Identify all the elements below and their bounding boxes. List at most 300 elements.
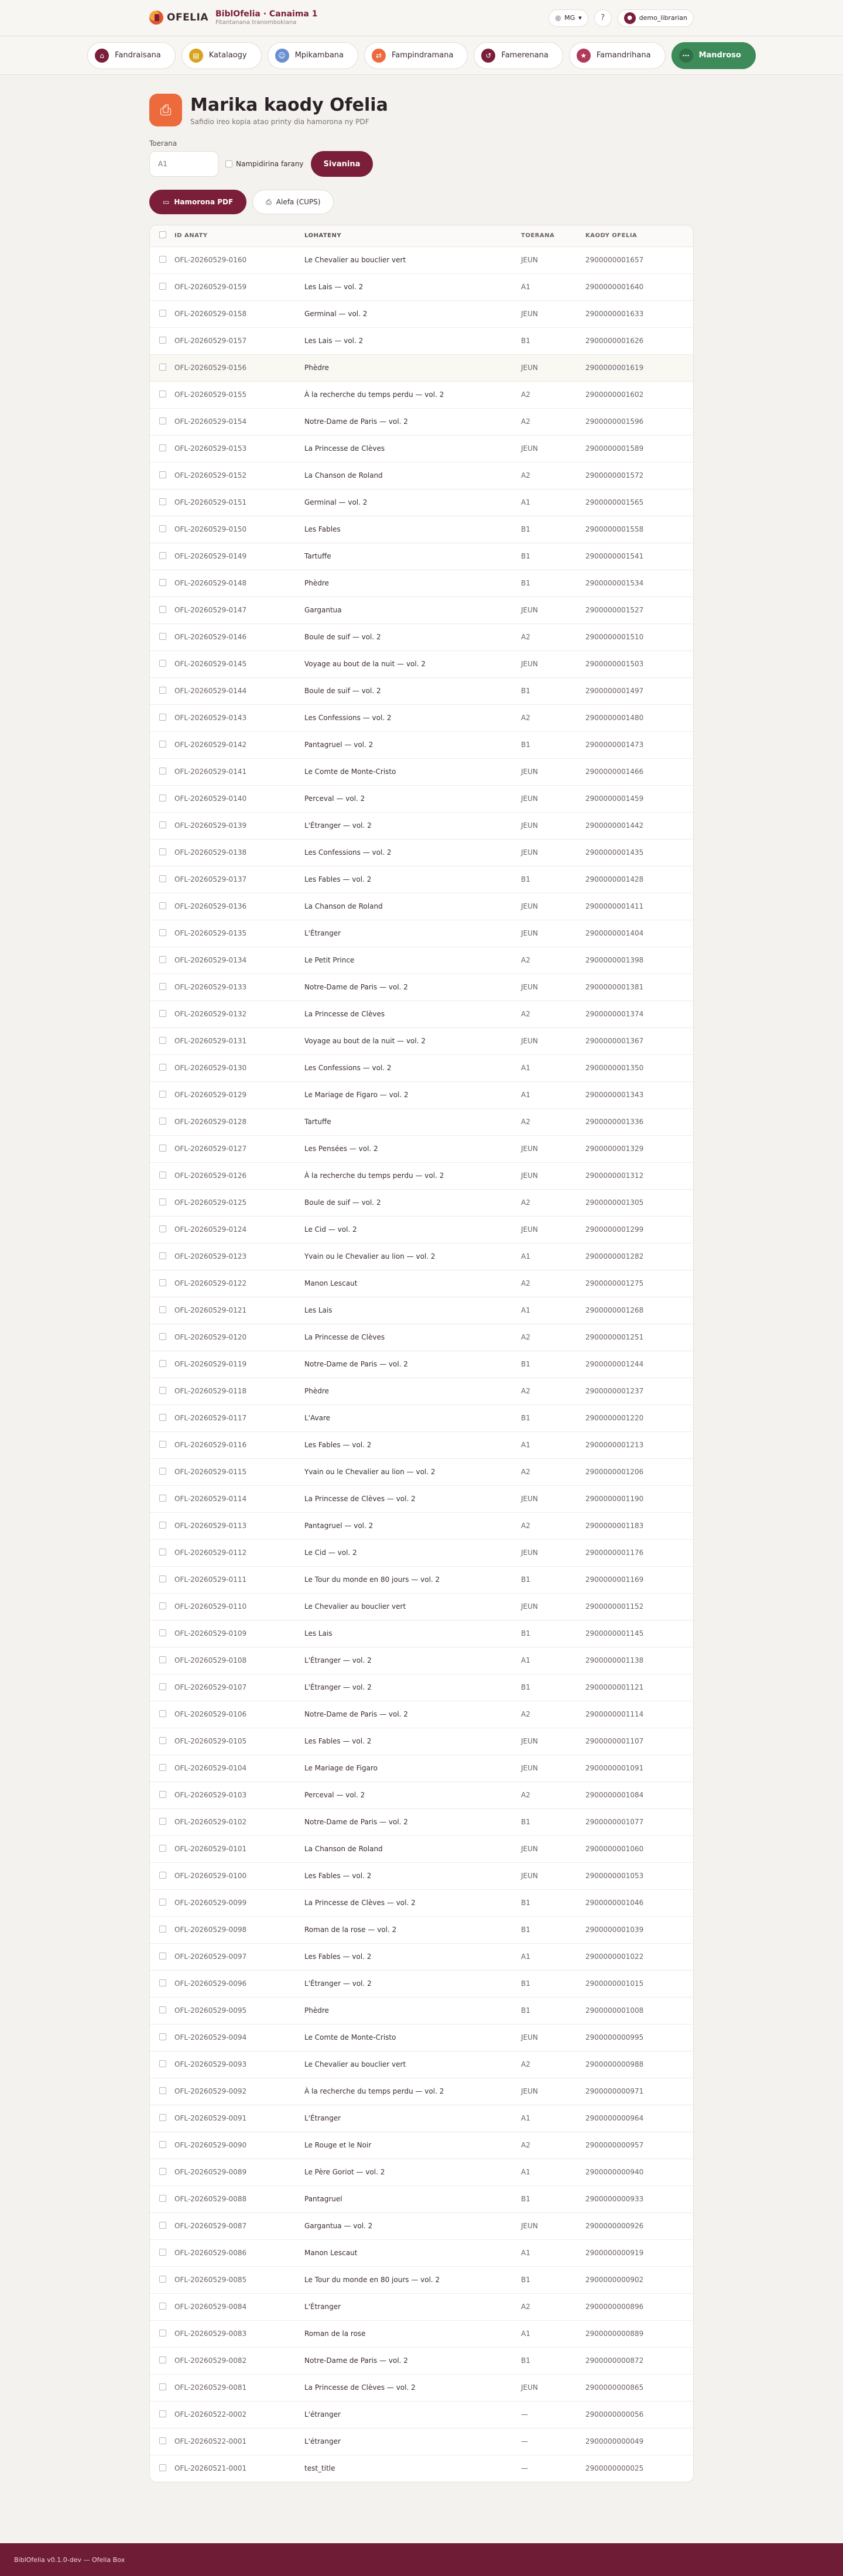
copy-location: JEUN [521, 893, 585, 920]
copy-id: OFL-20260529-0155 [174, 381, 304, 408]
row-select-cell [150, 2374, 174, 2401]
copy-location: B1 [521, 1674, 585, 1701]
copy-barcode: 2900000001398 [585, 947, 693, 974]
row-checkbox[interactable] [159, 2330, 166, 2337]
table-row[interactable] [150, 2159, 693, 2186]
language-selector[interactable] [549, 9, 588, 27]
table-row[interactable] [150, 1755, 693, 1782]
copy-title: Phèdre [304, 570, 521, 597]
copy-barcode: 2900000001541 [585, 543, 693, 570]
row-checkbox[interactable] [159, 768, 166, 775]
nav-item-4[interactable] [474, 42, 563, 69]
row-checkbox[interactable] [159, 2033, 166, 2040]
table-row[interactable] [150, 1297, 693, 1324]
table-row[interactable] [150, 489, 693, 516]
column-header-id: ID ANATY [174, 225, 304, 246]
table-row[interactable] [150, 381, 693, 408]
copy-location: JEUN [521, 354, 585, 381]
table-row[interactable] [150, 354, 693, 381]
copy-location: B1 [521, 731, 585, 758]
row-checkbox[interactable] [159, 2276, 166, 2283]
copy-title: La Princesse de Clèves [304, 1001, 521, 1027]
row-checkbox[interactable] [159, 2356, 166, 2363]
row-checkbox[interactable] [159, 552, 166, 559]
table-row[interactable] [150, 1270, 693, 1297]
table-row[interactable] [150, 2024, 693, 2051]
row-checkbox[interactable] [159, 1683, 166, 1690]
row-checkbox[interactable] [159, 2114, 166, 2121]
table-row[interactable] [150, 866, 693, 893]
copy-location: B1 [521, 1808, 585, 1835]
book-icon: ▤ [189, 49, 203, 63]
copy-title: Le Comte de Monte-Cristo [304, 758, 521, 785]
row-checkbox[interactable] [159, 1629, 166, 1636]
row-checkbox[interactable] [159, 1549, 166, 1556]
row-checkbox[interactable] [159, 1091, 166, 1098]
select-all-cell [150, 225, 174, 246]
copy-title: Le Tour du monde en 80 jours — vol. 2 [304, 1566, 521, 1593]
table-row[interactable] [150, 1378, 693, 1405]
row-select-cell [150, 1324, 174, 1351]
table-row[interactable] [150, 1135, 693, 1162]
users-icon: ☺ [275, 49, 289, 63]
copy-title: Tartuffe [304, 1108, 521, 1135]
row-checkbox[interactable] [159, 2383, 166, 2390]
row-checkbox[interactable] [159, 741, 166, 748]
row-select-cell [150, 2051, 174, 2078]
select-all-checkbox[interactable] [159, 231, 166, 238]
table-row[interactable] [150, 1458, 693, 1485]
table-row[interactable] [150, 1027, 693, 1054]
row-select-cell [150, 704, 174, 731]
table-row[interactable] [150, 570, 693, 597]
table-row[interactable] [150, 677, 693, 704]
copy-id: OFL-20260529-0098 [174, 1916, 304, 1943]
row-select-cell [150, 2024, 174, 2051]
table-row[interactable] [150, 1108, 693, 1135]
tab-0[interactable] [149, 190, 246, 214]
nav-item-label: Fampindramana [392, 51, 454, 60]
row-checkbox[interactable] [159, 1306, 166, 1313]
table-row[interactable] [150, 1162, 693, 1189]
table-row[interactable] [150, 516, 693, 543]
location-filter-label: Toerana [149, 139, 177, 148]
row-checkbox[interactable] [159, 2195, 166, 2202]
table-row[interactable] [150, 2078, 693, 2105]
copy-id: OFL-20260529-0156 [174, 354, 304, 381]
row-select-cell [150, 2320, 174, 2347]
row-checkbox[interactable] [159, 1225, 166, 1232]
copy-location: JEUN [521, 758, 585, 785]
copy-barcode: 2900000001077 [585, 1808, 693, 1835]
table-row[interactable] [150, 327, 693, 354]
row-checkbox[interactable] [159, 390, 166, 398]
copy-id: OFL-20260529-0131 [174, 1027, 304, 1054]
table-row[interactable] [150, 893, 693, 920]
copy-barcode: 2900000001060 [585, 1835, 693, 1862]
table-row[interactable] [150, 2293, 693, 2320]
table-row[interactable] [150, 1970, 693, 1997]
row-checkbox[interactable] [159, 2006, 166, 2013]
copy-title: Boule de suif — vol. 2 [304, 677, 521, 704]
table-row[interactable] [150, 2212, 693, 2239]
row-checkbox[interactable] [159, 525, 166, 532]
row-checkbox[interactable] [159, 606, 166, 613]
row-checkbox[interactable] [159, 983, 166, 990]
copy-id: OFL-20260529-0145 [174, 650, 304, 677]
row-select-cell [150, 2266, 174, 2293]
table-row[interactable] [150, 1243, 693, 1270]
copy-barcode: 2900000001237 [585, 1378, 693, 1405]
row-checkbox[interactable] [159, 1575, 166, 1582]
table-row[interactable] [150, 246, 693, 273]
table-row[interactable] [150, 435, 693, 462]
copy-barcode: 2900000000056 [585, 2401, 693, 2428]
copy-location: JEUN [521, 1862, 585, 1889]
table-row[interactable] [150, 2320, 693, 2347]
nav-item-2[interactable] [268, 42, 358, 69]
row-checkbox[interactable] [159, 660, 166, 667]
help-button[interactable] [594, 9, 612, 27]
row-checkbox[interactable] [159, 1279, 166, 1286]
copy-barcode: 2900000001176 [585, 1539, 693, 1566]
row-checkbox[interactable] [159, 2168, 166, 2175]
row-checkbox[interactable] [159, 1979, 166, 1986]
row-checkbox[interactable] [159, 1495, 166, 1502]
copy-barcode: 2900000001640 [585, 273, 693, 300]
table-row[interactable] [150, 947, 693, 974]
footer-text: BiblOfelia v0.1.0-dev — Ofelia Box [14, 2556, 125, 2564]
row-checkbox[interactable] [159, 1710, 166, 1717]
table-row[interactable] [150, 650, 693, 677]
row-checkbox[interactable] [159, 283, 166, 290]
table-row[interactable] [150, 624, 693, 650]
row-checkbox[interactable] [159, 471, 166, 478]
row-checkbox[interactable] [159, 444, 166, 451]
table-row[interactable] [150, 1674, 693, 1701]
copy-location: A2 [521, 1458, 585, 1485]
row-checkbox[interactable] [159, 579, 166, 586]
row-select-cell [150, 1943, 174, 1970]
row-checkbox[interactable] [159, 2410, 166, 2417]
row-checkbox[interactable] [159, 256, 166, 263]
nav-item-5[interactable] [569, 42, 666, 69]
row-checkbox[interactable] [159, 2141, 166, 2148]
copy-id: OFL-20260529-0117 [174, 1405, 304, 1431]
recent-checkbox-label: Nampidirina farany [236, 160, 304, 168]
copy-barcode: 2900000001411 [585, 893, 693, 920]
copy-barcode: 2900000001480 [585, 704, 693, 731]
filter-button[interactable]: Sivanina [311, 151, 373, 177]
copy-barcode: 2900000000889 [585, 2320, 693, 2347]
copy-barcode: 2900000001329 [585, 1135, 693, 1162]
row-select-cell [150, 1243, 174, 1270]
copy-id: OFL-20260529-0086 [174, 2239, 304, 2266]
table-row[interactable] [150, 1512, 693, 1539]
row-checkbox[interactable] [159, 2222, 166, 2229]
row-select-cell [150, 893, 174, 920]
table-row[interactable] [150, 2186, 693, 2212]
copy-title: Les Lais [304, 1620, 521, 1647]
row-checkbox[interactable] [159, 417, 166, 424]
row-checkbox[interactable] [159, 1791, 166, 1798]
copy-barcode: 2900000001497 [585, 677, 693, 704]
copy-id: OFL-20260529-0122 [174, 1270, 304, 1297]
copy-title: Voyage au bout de la nuit — vol. 2 [304, 1027, 521, 1054]
table-row[interactable] [150, 731, 693, 758]
table-row[interactable] [150, 2401, 693, 2428]
row-checkbox[interactable] [159, 1037, 166, 1044]
row-select-cell [150, 866, 174, 893]
copy-barcode: 2900000001350 [585, 1054, 693, 1081]
copy-title: L'étranger [304, 2401, 521, 2428]
row-checkbox[interactable] [159, 1602, 166, 1609]
copy-location: JEUN [521, 650, 585, 677]
row-checkbox[interactable] [159, 956, 166, 963]
user-menu[interactable] [618, 9, 694, 27]
table-row[interactable] [150, 1566, 693, 1593]
copy-title: Phèdre [304, 1997, 521, 2024]
table-row[interactable] [150, 1485, 693, 1512]
table-row[interactable] [150, 273, 693, 300]
row-checkbox[interactable] [159, 1145, 166, 1152]
table-row[interactable] [150, 1647, 693, 1674]
table-row[interactable] [150, 1001, 693, 1027]
row-checkbox[interactable] [159, 1198, 166, 1205]
row-checkbox[interactable] [159, 2087, 166, 2094]
row-checkbox[interactable] [159, 714, 166, 721]
table-row[interactable] [150, 597, 693, 624]
row-checkbox[interactable] [159, 633, 166, 640]
copy-location: B1 [521, 327, 585, 354]
copy-title: Les Fables [304, 516, 521, 543]
copy-id: OFL-20260529-0097 [174, 1943, 304, 1970]
row-checkbox[interactable] [159, 2464, 166, 2471]
row-select-cell [150, 1808, 174, 1835]
copy-id: OFL-20260529-0120 [174, 1324, 304, 1351]
copy-barcode: 2900000001428 [585, 866, 693, 893]
row-checkbox[interactable] [159, 794, 166, 801]
table-row[interactable] [150, 1997, 693, 2024]
row-checkbox[interactable] [159, 1737, 166, 1744]
row-select-cell [150, 327, 174, 354]
table-row[interactable] [150, 974, 693, 1001]
row-select-cell [150, 2428, 174, 2455]
copy-location: JEUN [521, 1593, 585, 1620]
table-row[interactable] [150, 462, 693, 489]
copy-title: Le Cid — vol. 2 [304, 1216, 521, 1243]
row-checkbox[interactable] [159, 498, 166, 505]
row-checkbox[interactable] [159, 1360, 166, 1367]
copy-barcode: 2900000001510 [585, 624, 693, 650]
row-checkbox[interactable] [159, 2437, 166, 2444]
copy-barcode: 2900000000902 [585, 2266, 693, 2293]
row-checkbox[interactable] [159, 2249, 166, 2256]
table-row[interactable] [150, 1620, 693, 1647]
row-checkbox[interactable] [159, 1010, 166, 1017]
table-row[interactable] [150, 1862, 693, 1889]
copy-id: OFL-20260529-0084 [174, 2293, 304, 2320]
table-row[interactable] [150, 1351, 693, 1378]
page-subtitle: Safidio ireo kopia atao printy dia hamorona ny PDF [190, 117, 369, 126]
table-row[interactable] [150, 2428, 693, 2455]
table-row[interactable] [150, 2266, 693, 2293]
table-row[interactable] [150, 2105, 693, 2132]
table-row[interactable] [150, 839, 693, 866]
row-checkbox[interactable] [159, 1926, 166, 1933]
row-checkbox[interactable] [159, 1656, 166, 1663]
copy-id: OFL-20260529-0118 [174, 1378, 304, 1405]
row-select-cell [150, 1862, 174, 1889]
table-row[interactable] [150, 1593, 693, 1620]
nav-item-0[interactable] [87, 42, 176, 69]
copy-id: OFL-20260529-0160 [174, 246, 304, 273]
copies-table [149, 225, 694, 2482]
copy-title: Gargantua — vol. 2 [304, 2212, 521, 2239]
table-row[interactable] [150, 300, 693, 327]
copy-location: JEUN [521, 785, 585, 812]
table-row[interactable] [150, 1701, 693, 1728]
logo [149, 11, 208, 25]
row-checkbox[interactable] [159, 1899, 166, 1906]
row-checkbox[interactable] [159, 687, 166, 694]
row-checkbox[interactable] [159, 1387, 166, 1394]
table-row[interactable] [150, 1782, 693, 1808]
copy-barcode: 2900000001374 [585, 1001, 693, 1027]
row-checkbox[interactable] [159, 875, 166, 882]
copy-location: A1 [521, 1297, 585, 1324]
row-checkbox[interactable] [159, 848, 166, 855]
copy-title: Les Confessions — vol. 2 [304, 1054, 521, 1081]
row-checkbox[interactable] [159, 1818, 166, 1825]
table-row[interactable] [150, 1189, 693, 1216]
table-row[interactable] [150, 543, 693, 570]
row-select-cell [150, 920, 174, 947]
brand[interactable] [149, 9, 317, 26]
copy-barcode: 2900000001381 [585, 974, 693, 1001]
copy-location: JEUN [521, 597, 585, 624]
table-row[interactable] [150, 1216, 693, 1243]
table-row[interactable] [150, 1054, 693, 1081]
row-checkbox[interactable] [159, 929, 166, 936]
table-row[interactable] [150, 1539, 693, 1566]
row-select-cell [150, 408, 174, 435]
copy-location: B1 [521, 2266, 585, 2293]
row-checkbox[interactable] [159, 2060, 166, 2067]
table-row[interactable] [150, 1081, 693, 1108]
recent-checkbox[interactable] [225, 160, 232, 167]
row-checkbox[interactable] [159, 364, 166, 371]
table-row[interactable] [150, 704, 693, 731]
table-row[interactable] [150, 408, 693, 435]
copy-id: OFL-20260529-0112 [174, 1539, 304, 1566]
copy-location: B1 [521, 1889, 585, 1916]
row-checkbox[interactable] [159, 337, 166, 344]
copy-barcode: 2900000000995 [585, 2024, 693, 2051]
row-checkbox[interactable] [159, 1952, 166, 1960]
row-checkbox[interactable] [159, 1064, 166, 1071]
copy-location: JEUN [521, 300, 585, 327]
row-checkbox[interactable] [159, 1414, 166, 1421]
table-row[interactable] [150, 758, 693, 785]
copy-title: Pantagruel — vol. 2 [304, 1512, 521, 1539]
nav-item-6[interactable] [671, 42, 756, 69]
row-select-cell [150, 1189, 174, 1216]
copy-id: OFL-20260529-0099 [174, 1889, 304, 1916]
table-header-row [150, 225, 693, 246]
table-row[interactable] [150, 1889, 693, 1916]
table-row[interactable] [150, 2132, 693, 2159]
table-row[interactable] [150, 1835, 693, 1862]
nav-item-3[interactable] [364, 42, 468, 69]
row-checkbox[interactable] [159, 1118, 166, 1125]
table-row[interactable] [150, 920, 693, 947]
row-select-cell [150, 1620, 174, 1647]
row-checkbox[interactable] [159, 902, 166, 909]
page-title: Marika kaody Ofelia [190, 94, 388, 115]
table-row[interactable] [150, 812, 693, 839]
row-checkbox[interactable] [159, 310, 166, 317]
row-select-cell [150, 1835, 174, 1862]
row-checkbox[interactable] [159, 1845, 166, 1852]
row-checkbox[interactable] [159, 1171, 166, 1179]
copy-location: A2 [521, 1378, 585, 1405]
table-row[interactable] [150, 2051, 693, 2078]
row-checkbox[interactable] [159, 1441, 166, 1448]
nav-item-1[interactable] [181, 42, 262, 69]
table-row[interactable] [150, 785, 693, 812]
row-checkbox[interactable] [159, 1522, 166, 1529]
copy-barcode: 2900000001107 [585, 1728, 693, 1755]
row-select-cell [150, 1485, 174, 1512]
tab-1[interactable] [252, 190, 334, 214]
table-row[interactable] [150, 2455, 693, 2482]
table-row[interactable] [150, 2347, 693, 2374]
row-checkbox[interactable] [159, 1468, 166, 1475]
row-select-cell [150, 489, 174, 516]
table-row[interactable] [150, 2374, 693, 2401]
copy-location: JEUN [521, 1539, 585, 1566]
copy-title: Phèdre [304, 354, 521, 381]
copy-id: OFL-20260529-0110 [174, 1593, 304, 1620]
row-checkbox[interactable] [159, 1764, 166, 1771]
copy-id: OFL-20260529-0142 [174, 731, 304, 758]
copy-title: La Chanson de Roland [304, 893, 521, 920]
table-row[interactable] [150, 1405, 693, 1431]
recent-checkbox-wrapper[interactable] [225, 160, 304, 168]
table-row[interactable] [150, 1431, 693, 1458]
copy-id: OFL-20260529-0132 [174, 1001, 304, 1027]
row-checkbox[interactable] [159, 1872, 166, 1879]
row-checkbox[interactable] [159, 2303, 166, 2310]
row-checkbox[interactable] [159, 821, 166, 828]
table-row[interactable] [150, 1324, 693, 1351]
row-select-cell [150, 2186, 174, 2212]
copy-barcode: 2900000001114 [585, 1701, 693, 1728]
copy-id: OFL-20260529-0115 [174, 1458, 304, 1485]
table-row[interactable] [150, 1728, 693, 1755]
copy-barcode: 2900000001282 [585, 1243, 693, 1270]
table-row[interactable] [150, 1943, 693, 1970]
location-input[interactable] [149, 151, 218, 177]
row-checkbox[interactable] [159, 1252, 166, 1259]
copy-id: OFL-20260529-0094 [174, 2024, 304, 2051]
table-row[interactable] [150, 1916, 693, 1943]
table-row[interactable] [150, 2239, 693, 2266]
copy-barcode: 2900000000025 [585, 2464, 644, 2473]
row-checkbox[interactable] [159, 1333, 166, 1340]
table-row[interactable] [150, 1808, 693, 1835]
